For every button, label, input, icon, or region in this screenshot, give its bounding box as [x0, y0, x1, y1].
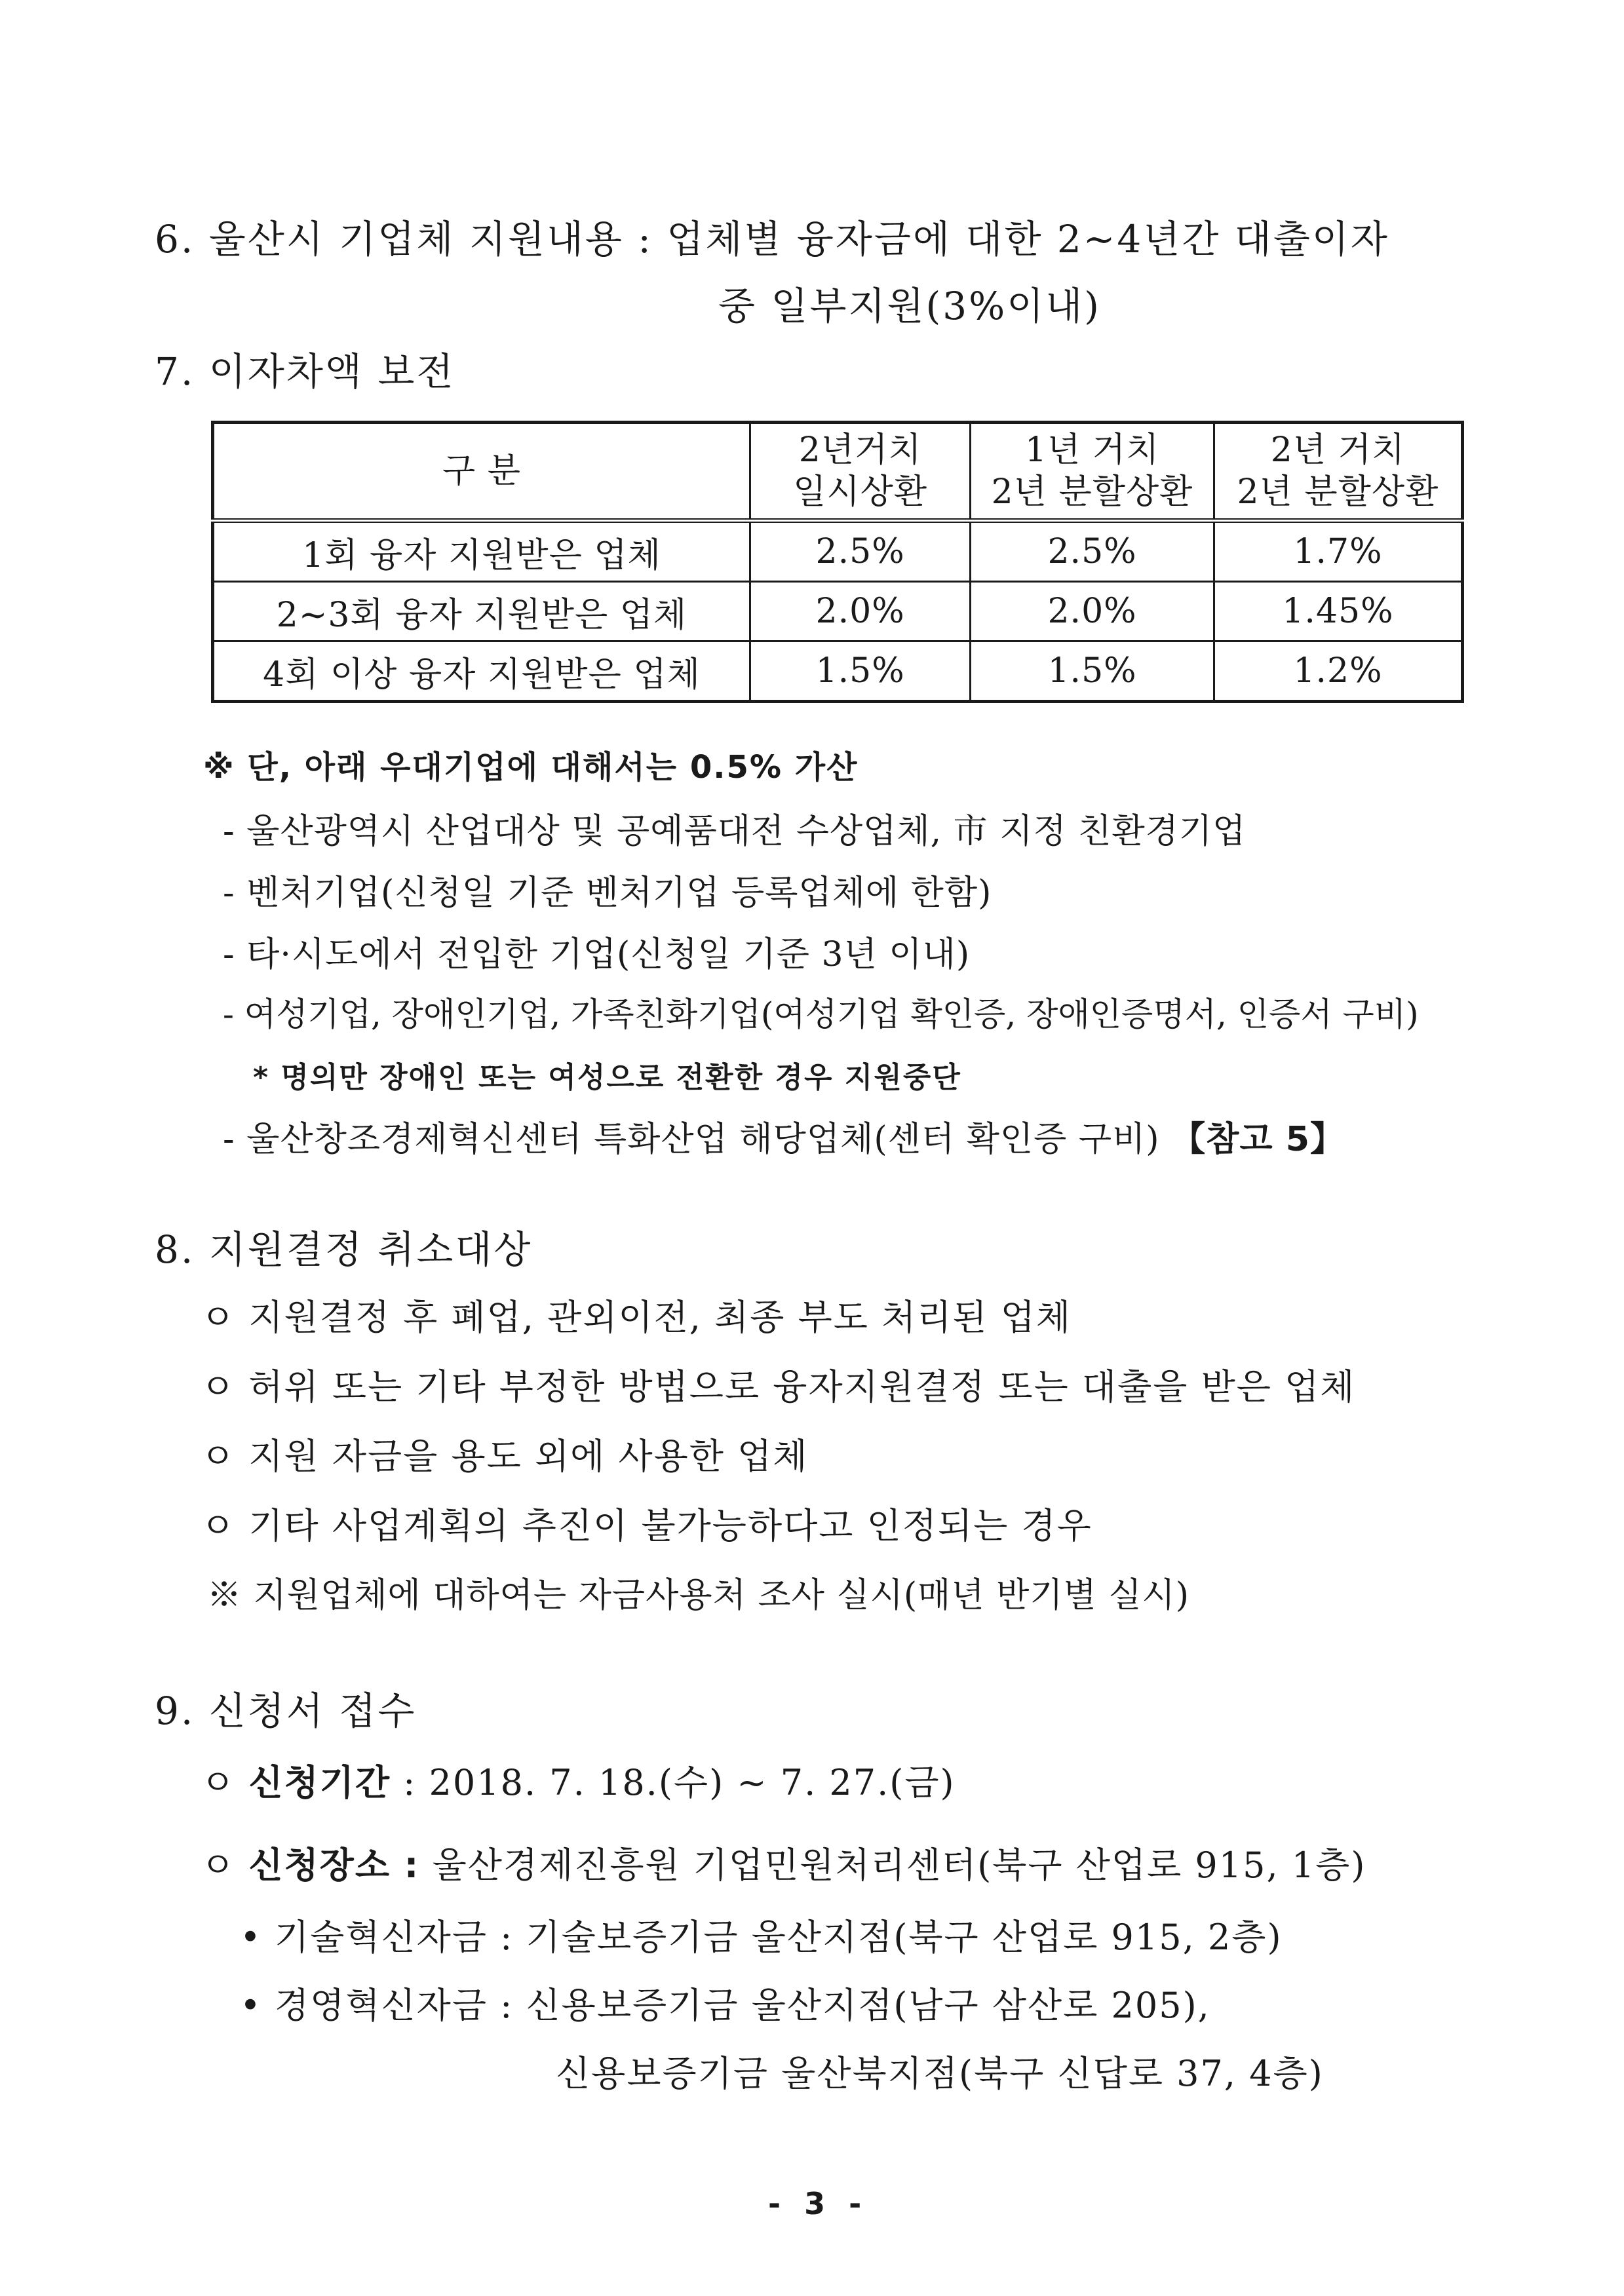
section9-title: 9. 신청서 접수 [155, 1689, 417, 1733]
preferential-item-text: - 울산창조경제혁신센터 특화산업 해당업체(센터 확인증 구비) [223, 1120, 1160, 1159]
table-header-row [213, 423, 1463, 521]
application-period [201, 1755, 956, 1805]
header-col2-line1: 2년거치 [798, 430, 922, 470]
table-row [213, 521, 1463, 582]
row-label: 2~3회 융자 지원받은 업체 [213, 582, 750, 641]
place-label: 신청장소 : [248, 1845, 420, 1886]
preferential-item: - 타·시도에서 전입한 기업(신청일 기준 3년 이내) [223, 935, 971, 974]
header-col2-line2: 일시상환 [793, 472, 928, 512]
header-col2 [750, 423, 971, 521]
preferential-item [223, 1111, 1345, 1160]
row-value: 2.5% [750, 521, 971, 582]
header-col4-line2: 2년 분할상환 [1237, 472, 1439, 512]
header-col3 [971, 423, 1214, 521]
row-label: 1회 융자 지원받은 업체 [213, 521, 750, 582]
usage-survey-note: ※ 지원업체에 대하여는 자금사용처 조사 실시(매년 반기별 실시) [207, 1576, 1190, 1615]
suspension-note: * 명의만 장애인 또는 여성으로 전환한 경우 지원중단 [253, 1061, 961, 1094]
section7-title: 7. 이자차액 보전 [155, 349, 455, 394]
row-label: 4회 이상 융자 지원받은 업체 [213, 641, 750, 702]
cancel-item: ㅇ 지원 자금을 용도 외에 사용한 업체 [201, 1436, 809, 1477]
place-bullet: ㅇ [201, 1845, 237, 1886]
header-col4-line1: 2년 거치 [1270, 430, 1406, 470]
tech-innovation-fund: • 기술혁신자금 : 기술보증기금 울산지점(북구 산업로 915, 2층) [240, 1917, 1283, 1958]
section6-line1: 6. 울산시 기업체 지원내용 : 업체별 융자금에 대한 2~4년간 대출이자 [155, 217, 1389, 261]
reference-tag: 【참고 5】 [1171, 1120, 1345, 1159]
period-bullet: ㅇ [201, 1762, 237, 1803]
interest-rate-table [211, 421, 1464, 703]
row-value: 1.5% [750, 641, 971, 702]
header-category: 구 분 [213, 423, 750, 521]
preferential-item: - 벤처기업(신청일 기준 벤처기업 등록업체에 한함) [223, 873, 992, 913]
mgmt-innovation-fund-line2: 신용보증기금 울산북지점(북구 신답로 37, 4층) [556, 2053, 1324, 2094]
period-label: 신청기간 [248, 1762, 391, 1803]
row-value: 1.5% [971, 641, 1214, 702]
table-row [213, 641, 1463, 702]
page-number: - 3 - [768, 2186, 868, 2221]
cancel-item: ㅇ 지원결정 후 폐업, 관외이전, 최종 부도 처리된 업체 [201, 1297, 1072, 1338]
preferential-item: - 여성기업, 장애인기업, 가족친화기업(여성기업 확인증, 장애인증명서, 인증서 구비) [223, 995, 1419, 1033]
row-value: 1.2% [1214, 641, 1462, 702]
section8-title: 8. 지원결정 취소대상 [155, 1227, 533, 1272]
header-col3-line1: 1년 거치 [1024, 430, 1160, 470]
table-row [213, 582, 1463, 641]
row-value: 2.5% [971, 521, 1214, 582]
cancel-item: ㅇ 허위 또는 기타 부정한 방법으로 융자지원결정 또는 대출을 받은 업체 [201, 1366, 1356, 1407]
row-value: 2.0% [971, 582, 1214, 641]
cancel-item: ㅇ 기타 사업계획의 추진이 불가능하다고 인정되는 경우 [201, 1505, 1092, 1546]
row-value: 1.45% [1214, 582, 1462, 641]
place-value: 울산경제진흥원 기업민원처리센터(북구 산업로 915, 1층) [432, 1845, 1366, 1886]
row-value: 2.0% [750, 582, 971, 641]
mgmt-innovation-fund: • 경영혁신자금 : 신용보증기금 울산지점(남구 삼산로 205), [240, 1985, 1210, 2026]
header-col4 [1214, 423, 1462, 521]
row-value: 1.7% [1214, 521, 1462, 582]
preferential-note-title: ※ 단, 아래 우대기업에 대해서는 0.5% 가산 [203, 749, 859, 786]
section6-line2: 중 일부지원(3%이내) [718, 284, 1101, 328]
preferential-item: - 울산광역시 산업대상 및 공예품대전 수상업체, 市 지정 친환경기업 [223, 812, 1247, 851]
application-place [201, 1837, 1366, 1888]
period-value: : 2018. 7. 18.(수) ~ 7. 27.(금) [403, 1762, 956, 1803]
header-col3-line2: 2년 분할상환 [991, 472, 1193, 512]
